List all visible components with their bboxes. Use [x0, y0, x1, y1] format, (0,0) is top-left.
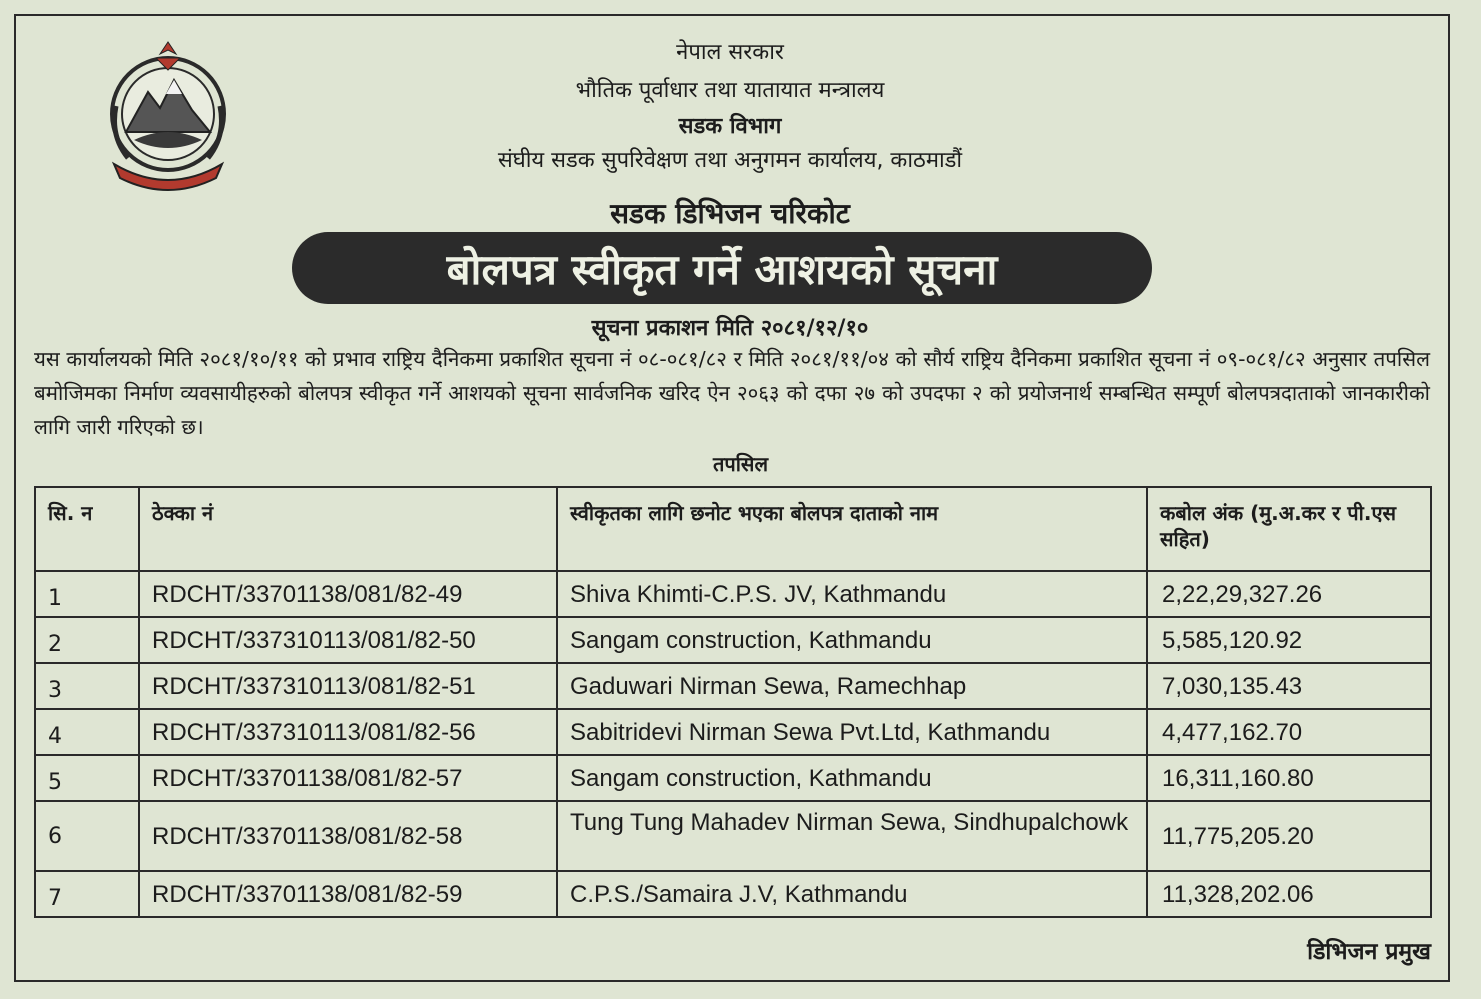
bidder-cell: C.P.S./Samaira J.V, Kathmandu	[557, 871, 1147, 917]
header-bid-amount: कबोल अंक (मु.अ.कर र पी.एस सहित)	[1147, 487, 1431, 571]
contract-cell: RDCHT/337310113/081/82-50	[139, 617, 557, 663]
table-row	[35, 617, 1431, 663]
department-name: सडक विभाग	[678, 114, 782, 139]
serial-cell: 3	[35, 663, 139, 709]
header-serial: सि. न	[35, 487, 139, 571]
amount-cell: 11,775,205.20	[1147, 801, 1431, 871]
table-row	[35, 801, 1431, 871]
table-header-row	[35, 487, 1431, 571]
ministry-name: भौतिक पूर्वाधार तथा यातायात मन्त्रालय	[575, 78, 885, 103]
serial-cell: 6	[35, 801, 139, 871]
serial-cell: 4	[35, 709, 139, 755]
schedule-label: तपसिल	[712, 452, 769, 476]
contract-cell: RDCHT/33701138/081/82-58	[139, 801, 557, 871]
contract-cell: RDCHT/337310113/081/82-56	[139, 709, 557, 755]
header-contract-no: ठेक्का नं	[139, 487, 557, 571]
publication-date: सूचना प्रकाशन मिति २०८१/१२/१०	[591, 316, 869, 341]
header-bidder-name: स्वीकृतका लागि छनोट भएका बोलपत्र दाताको नाम	[557, 487, 1147, 571]
awardee-table	[34, 486, 1432, 918]
contract-cell: RDCHT/33701138/081/82-57	[139, 755, 557, 801]
amount-cell: 4,477,162.70	[1147, 709, 1431, 755]
table-row	[35, 709, 1431, 755]
table-row	[35, 755, 1431, 801]
contract-cell: RDCHT/337310113/081/82-51	[139, 663, 557, 709]
table-row	[35, 871, 1431, 917]
amount-cell: 11,328,202.06	[1147, 871, 1431, 917]
amount-cell: 2,22,29,327.26	[1147, 571, 1431, 617]
notice-title-banner	[292, 232, 1152, 304]
office-name: संघीय सडक सुपरिवेक्षण तथा अनुगमन कार्यालय, काठमाडौं	[497, 148, 963, 173]
nepal-government-emblem-icon	[104, 36, 232, 196]
bidder-cell: Tung Tung Mahadev Nirman Sewa, Sindhupalchowk	[557, 801, 1147, 871]
serial-cell: 5	[35, 755, 139, 801]
notice-body: यस कार्यालयको मिति २०८१/१०/११ को प्रभाव राष्ट्रिय दैनिकमा प्रकाशित सूचना नं ०८-०८१/८२ र मिति २०८१/११/०४ को सौर्य राष्ट्रिय दैनिकमा प्रकाशित सूचना नं ०९-०८१/८२ अनुसार तपसिल बमोजिमका निर्माण व्यवसायीहरुको बोलपत्र स्वीकृत गर्ने आशयको सूचना सार्वजनिक खरिद ऐन २०६३ को दफा २७ को उपदफा २ को प्रयोजनार्थ सम्बन्धित सम्पूर्ण बोलपत्रदाताको जानकारीको लागि जारी गरिएको छ।	[34, 347, 1430, 439]
signatory-title: डिभिजन प्रमुख	[1307, 939, 1431, 965]
amount-cell: 7,030,135.43	[1147, 663, 1431, 709]
bidder-cell: Gaduwari Nirman Sewa, Ramechhap	[557, 663, 1147, 709]
bidder-cell: Sangam construction, Kathmandu	[557, 617, 1147, 663]
amount-cell: 16,311,160.80	[1147, 755, 1431, 801]
bidder-cell: Shiva Khimti-C.P.S. JV, Kathmandu	[557, 571, 1147, 617]
serial-cell: 1	[35, 571, 139, 617]
table-row	[35, 571, 1431, 617]
serial-cell: 7	[35, 871, 139, 917]
contract-cell: RDCHT/33701138/081/82-59	[139, 871, 557, 917]
government-name: नेपाल सरकार	[676, 40, 784, 65]
bidder-cell: Sabitridevi Nirman Sewa Pvt.Ltd, Kathmandu	[557, 709, 1147, 755]
amount-cell: 5,585,120.92	[1147, 617, 1431, 663]
notice-title: बोलपत्र स्वीकृत गर्ने आशयको सूचना	[446, 244, 998, 294]
division-name: सडक डिभिजन चरिकोट	[610, 197, 850, 230]
table-row	[35, 663, 1431, 709]
serial-cell: 2	[35, 617, 139, 663]
bidder-cell: Sangam construction, Kathmandu	[557, 755, 1147, 801]
contract-cell: RDCHT/33701138/081/82-49	[139, 571, 557, 617]
